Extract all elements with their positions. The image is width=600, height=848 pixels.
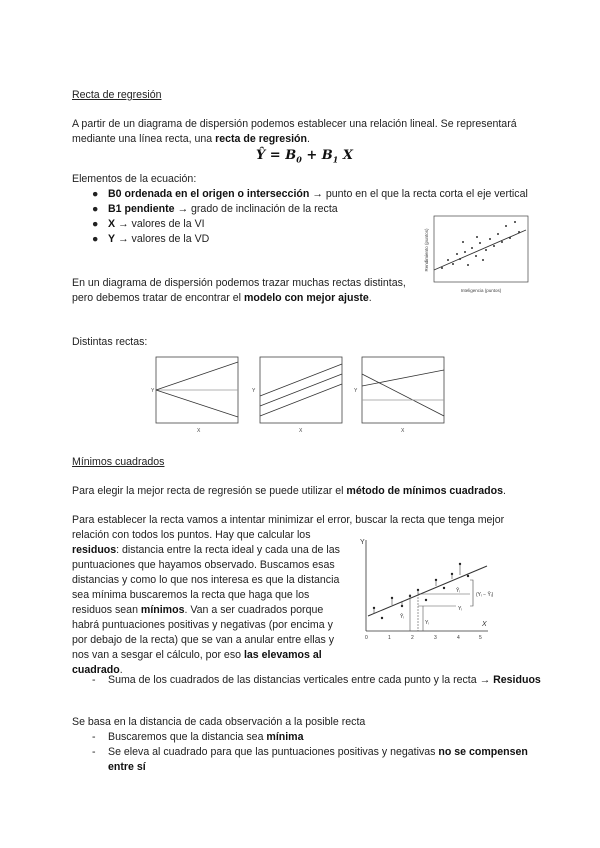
x-tick-label: 3 (434, 635, 437, 641)
mini-chart-3 (354, 357, 444, 434)
equation-elements-list (72, 187, 528, 247)
distance-paragraph: Se basa en la distancia de cada observación a la posible recta (72, 716, 366, 728)
mini-xlabel: X (401, 428, 405, 434)
observed-point (467, 575, 469, 577)
label-yhat: Ŷᵢ (456, 588, 461, 594)
observed-point (443, 587, 445, 589)
residual-y-axis-label: Y (360, 539, 365, 546)
scatter-point (479, 242, 481, 244)
observed-point (381, 617, 383, 619)
section-title-regression: Recta de regresión (72, 89, 162, 101)
mini-xlabel: X (299, 428, 303, 434)
mini-chart-2 (252, 357, 342, 434)
mini-ylabel: Y (354, 388, 358, 394)
residual-chart (352, 536, 552, 646)
scatter-xlabel: Inteligencia (puntos) (460, 288, 502, 293)
scatter-point (467, 264, 469, 266)
list-item: ● B0 ordenada en el origen o intersección → punto en el que la recta corta el eje vertical (92, 188, 528, 200)
residual-chart-area (344, 528, 544, 680)
x-tick-label: 5 (479, 635, 482, 641)
scatter-point (476, 236, 478, 238)
scatter-point (459, 258, 461, 260)
residuals-paragraph: Para establecer la recta vamos a intentar minimizar el error, buscar la recta que tenga mejor relación con todos los puntos. Hay que calcular los residuos: distancia entre la recta ideal y cada una de las puntuaciones que hayamos observado. Buscamos esas distancias y como lo que nos interesa es que la distancia sea mínima buscaremos la recta que haga que los residuos sean mínimos. Van a ser cuadrados porque habrá puntuaciones positivas y negativas (por encima y por debajo de la recta) que se van a anular entre ellas y nos van a sesgar el cálculo, por eso las elevamos al cuadrado. (72, 514, 505, 676)
label-yhat-left: Ŷᵢ (400, 614, 405, 620)
mini-xlabel: X (197, 428, 201, 434)
elements-heading: Elementos de la ecuación: (72, 173, 197, 185)
residuals-dash-list (72, 673, 542, 688)
scatter-point (441, 267, 443, 269)
x-tick-label: 2 (411, 635, 414, 641)
scatter-point (485, 249, 487, 251)
residual-brace (470, 580, 473, 606)
distance-dash-list (72, 730, 542, 775)
line-falling (362, 374, 444, 416)
lines-heading: Distintas rectas: (72, 336, 148, 348)
parallel-line (260, 364, 342, 396)
residual-x-axis-label: X (482, 621, 487, 628)
parallel-line (260, 374, 342, 406)
section-title-least-squares: Mínimos cuadrados (72, 456, 165, 468)
list-item: ● X → valores de la VI (92, 218, 205, 230)
scatter-point (501, 241, 503, 243)
list-item: - Buscaremos que la distancia sea mínima (92, 731, 304, 743)
regression-line (368, 566, 487, 616)
scatter-point (489, 238, 491, 240)
label-yi: Yᵢ (458, 606, 463, 612)
scatter-plot (420, 212, 532, 296)
list-item: - Se eleva al cuadrado para que las puntuaciones positivas y negativas no se compensen entre sí (92, 746, 528, 773)
parallel-line (260, 384, 342, 416)
scatter-point (475, 255, 477, 257)
scatter-point (497, 233, 499, 235)
scatter-ylabel: Rendimiento (puntos) (424, 228, 429, 272)
scatter-point (456, 253, 458, 255)
mini-ylabel: Y (252, 388, 256, 394)
scatter-point (462, 241, 464, 243)
x-tick-label: 1 (388, 635, 391, 641)
scatter-frame (434, 216, 528, 282)
scatter-point (464, 251, 466, 253)
scatter-regression-line (434, 230, 526, 270)
x-ticks (365, 635, 482, 641)
observed-point (425, 599, 427, 601)
x-tick-label: 0 (365, 635, 368, 641)
mini-chart-1 (151, 357, 238, 434)
regression-equation: Ŷ = $B_0 + B_1$ X (256, 148, 353, 165)
scatter-point (518, 231, 520, 233)
scatter-paragraph: En un diagrama de dispersión podemos trazar muchas rectas distintas, pero debemos tratar de encontrar el modelo con mejor ajuste. (72, 277, 406, 304)
list-item: ● Y → valores de la VD (92, 233, 210, 245)
line-falling (156, 390, 238, 417)
scatter-point (482, 259, 484, 261)
scatter-point (447, 259, 449, 261)
line-rising (156, 362, 238, 390)
least-squares-intro: Para elegir la mejor recta de regresión se puede utilizar el método de mínimos cuadrados. (72, 485, 506, 497)
scatter-point (505, 225, 507, 227)
intro-paragraph: A partir de un diagrama de dispersión podemos establecer una relación lineal. Se representará mediante una línea recta, una recta de regresión. (72, 118, 517, 145)
label-yi-left: Yᵢ (425, 620, 430, 626)
different-lines-charts (150, 352, 450, 436)
label-residual: (Yᵢ − Ŷᵢ) (476, 592, 494, 598)
list-item: ● B1 pendiente → grado de inclinación de la recta (92, 203, 338, 215)
scatter-point (493, 245, 495, 247)
list-item: - Suma de los cuadrados de las distancias verticales entre cada punto y la recta → Residuos (92, 674, 541, 686)
scatter-point (471, 247, 473, 249)
mini-ylabel: Y (151, 388, 155, 394)
scatter-point (514, 221, 516, 223)
x-tick-label: 4 (457, 635, 460, 641)
observed-points (373, 563, 469, 619)
line-rising (362, 370, 444, 386)
scatter-point (452, 263, 454, 265)
scatter-point (509, 237, 511, 239)
